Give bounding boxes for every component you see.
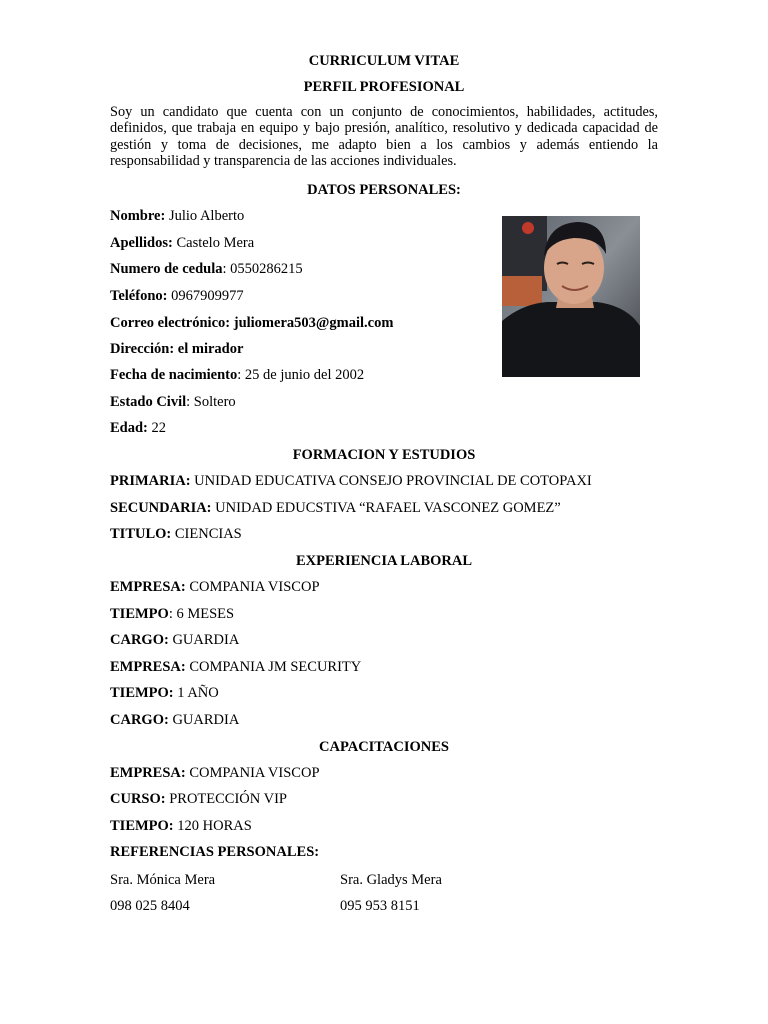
- civil-label: Estado Civil: [110, 394, 187, 410]
- correo-value: juliomera503@gmail.com: [230, 315, 394, 331]
- education-heading: FORMACION Y ESTUDIOS: [292, 447, 476, 463]
- edad-row: [110, 419, 166, 437]
- edad-value: 22: [147, 420, 167, 436]
- direccion-value: el mirador: [174, 341, 244, 357]
- job-tiempo-label: TIEMPO: [110, 606, 169, 622]
- profile-photo: [502, 216, 640, 377]
- cedula-row: [110, 260, 303, 278]
- profile-text: Soy un candidato que cuenta con un conjunto de conocimientos, habilidades, actitudes, definidos, que trabaja en equipo y bajo presión, analítico, resolutivo y dedicada capacidad de gestión y toma de decisiones, me adapto bien a los cambios y además entiendo la responsabilidad y transparencia de las acciones individuales.: [110, 104, 658, 169]
- titulo-label: TITULO:: [110, 526, 172, 542]
- nacimiento-row: [110, 366, 364, 384]
- job-empresa-row: [110, 658, 361, 676]
- training-tiempo-label: TIEMPO:: [110, 818, 174, 834]
- titulo-row: [110, 525, 242, 543]
- nombre-row: [110, 207, 244, 225]
- cedula-value: : 0550286215: [222, 261, 303, 277]
- correo-row: [110, 314, 393, 332]
- job-cargo-value: GUARDIA: [168, 632, 240, 648]
- primaria-value: UNIDAD EDUCATIVA CONSEJO PROVINCIAL DE COTOPAXI: [190, 473, 592, 489]
- reference-name: Sra. Gladys Mera: [340, 872, 442, 888]
- cedula-label: Numero de cedula: [110, 261, 223, 277]
- references-heading-text: REFERENCIAS PERSONALES:: [110, 844, 320, 860]
- civil-row: [110, 393, 236, 411]
- reference-phone: 095 953 8151: [340, 898, 420, 914]
- reference-phone: 098 025 8404: [110, 898, 190, 914]
- personal-heading: DATOS PERSONALES:: [307, 182, 461, 198]
- job-cargo-value: GUARDIA: [168, 712, 240, 728]
- portrait-image: [502, 216, 640, 377]
- experience-heading: EXPERIENCIA LABORAL: [295, 553, 473, 569]
- job-empresa-value: COMPANIA JM SECURITY: [185, 659, 362, 675]
- training-empresa-value: COMPANIA VISCOP: [185, 765, 320, 781]
- primaria-row: [110, 472, 592, 490]
- training-tiempo-value: 120 HORAS: [173, 818, 252, 834]
- job-cargo-row: [110, 631, 239, 649]
- training-heading: CAPACITACIONES: [319, 739, 449, 755]
- training-curso-value: PROTECCIÓN VIP: [165, 791, 287, 807]
- references-heading: [110, 843, 319, 861]
- apellidos-label: Apellidos:: [110, 235, 173, 251]
- job-tiempo-row: [110, 684, 219, 702]
- job-cargo-label: CARGO:: [110, 712, 169, 728]
- direccion-row: [110, 340, 243, 358]
- apellidos-row: [110, 234, 254, 252]
- training-empresa-label: EMPRESA:: [110, 765, 186, 781]
- telefono-label: Teléfono:: [110, 288, 168, 304]
- job-empresa-value: COMPANIA VISCOP: [185, 579, 320, 595]
- job-cargo-label: CARGO:: [110, 632, 169, 648]
- reference-name: Sra. Mónica Mera: [110, 872, 216, 888]
- nombre-value: Julio Alberto: [165, 208, 245, 224]
- training-curso-label: CURSO:: [110, 791, 166, 807]
- primaria-label: PRIMARIA:: [110, 473, 191, 489]
- secundaria-row: [110, 499, 561, 517]
- job-empresa-label: EMPRESA:: [110, 579, 186, 595]
- secundaria-value: UNIDAD EDUCSTIVA “RAFAEL VASCONEZ GOMEZ”: [211, 500, 561, 516]
- edad-label: Edad:: [110, 420, 148, 436]
- training-empresa-row: [110, 764, 320, 782]
- cv-page: [110, 0, 658, 1024]
- titulo-value: CIENCIAS: [171, 526, 242, 542]
- civil-value: : Soltero: [186, 394, 236, 410]
- telefono-row: [110, 287, 244, 305]
- correo-label: Correo electrónico:: [110, 315, 231, 331]
- job-empresa-row: [110, 578, 320, 596]
- cv-title: CURRICULUM VITAE: [308, 53, 460, 69]
- job-tiempo-label: TIEMPO:: [110, 685, 174, 701]
- profile-heading: PERFIL PROFESIONAL: [303, 79, 465, 95]
- nacimiento-value: : 25 de junio del 2002: [237, 367, 365, 383]
- job-cargo-row: [110, 711, 239, 729]
- telefono-value: 0967909977: [167, 288, 244, 304]
- job-tiempo-value: 1 AÑO: [173, 685, 219, 701]
- direccion-label: Dirección:: [110, 341, 175, 357]
- job-tiempo-value: : 6 MESES: [168, 606, 235, 622]
- apellidos-value: Castelo Mera: [172, 235, 255, 251]
- training-tiempo-row: [110, 817, 252, 835]
- job-empresa-label: EMPRESA:: [110, 659, 186, 675]
- training-curso-row: [110, 790, 287, 808]
- nacimiento-label: Fecha de nacimiento: [110, 367, 238, 383]
- secundaria-label: SECUNDARIA:: [110, 500, 212, 516]
- job-tiempo-row: [110, 605, 234, 623]
- nombre-label: Nombre:: [110, 208, 166, 224]
